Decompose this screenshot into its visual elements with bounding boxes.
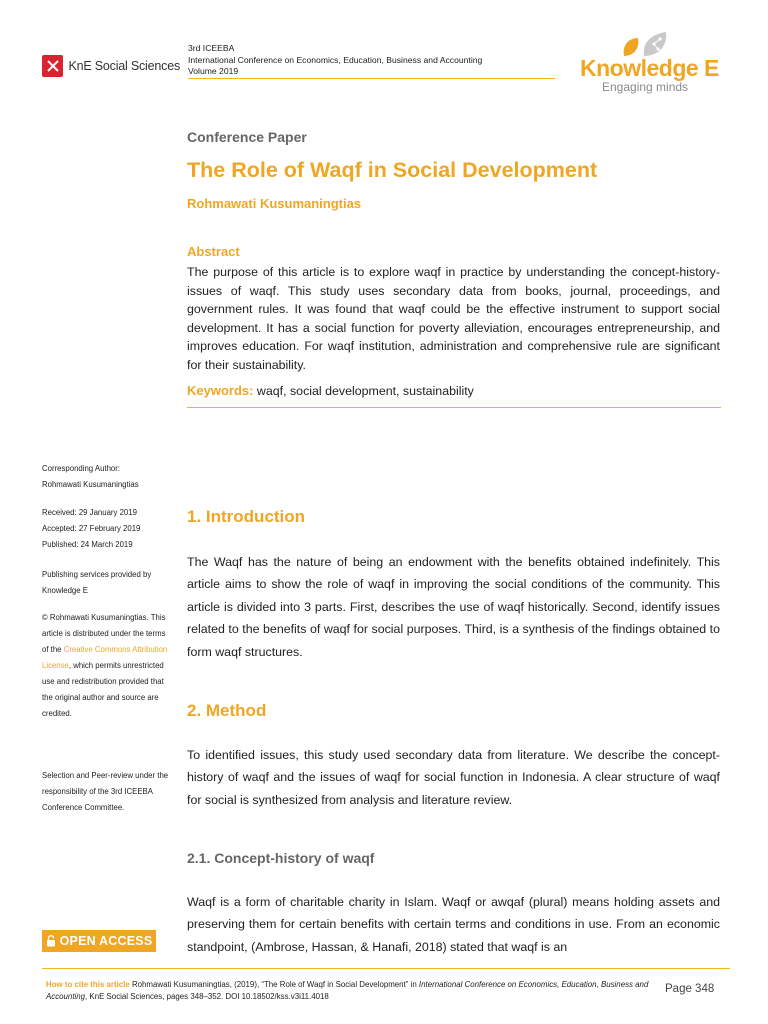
footer-divider (42, 968, 730, 969)
copyright-text-end: , which permits unrestricted use and redistribution provided that the original author and source are credited. (42, 661, 164, 718)
published-date: Published: 24 March 2019 (42, 540, 133, 549)
subsection-text: Waqf is a form of charitable charity in Islam. Waqf or awqaf (plural) means holding assets and preserving them for certain benefits with certain terms and conditions in use. From an economic standpoint, (Ambrose, Hassan, & Hanafi, 2018) stated that waqf is an (187, 895, 720, 954)
citation (46, 979, 662, 1002)
conference-volume: Volume 2019 (188, 66, 239, 76)
keywords-divider (187, 407, 721, 408)
keywords (187, 383, 474, 398)
citation-details: , KnE Social Sciences, pages 348–352. DOI 10.18502/kss.v3i11.4018 (85, 991, 329, 1001)
method-heading: 2. Method (187, 701, 267, 720)
citation-text: Rohmawati Kusumaningtias, (2019), “The Role of Waqf in Social Development” in (129, 980, 419, 989)
citation-proceedings: International Conference on Economics, Education, Business and Accounting (46, 980, 649, 1001)
header-divider (188, 78, 555, 79)
corr-label: Corresponding Author: (42, 464, 121, 473)
keywords-list: waqf, social development, sustainability (256, 384, 474, 398)
kne-logo (42, 53, 180, 79)
subsection-heading: 2.1. Concept-history of waqf (187, 850, 375, 866)
conference-acronym: 3rd ICEEBA (188, 43, 235, 53)
corr-name: Rohmawati Kusumaningtias (42, 480, 139, 489)
kne-logo-text: KnE Social Sciences (68, 59, 180, 73)
publishing-services: Publishing services provided by Knowledge E (42, 570, 152, 595)
citation-label: How to cite this article (46, 980, 130, 989)
abstract-heading: Abstract (187, 244, 240, 259)
open-access-label: OPEN ACCESS (59, 934, 153, 948)
brand-tagline: Engaging minds (602, 80, 689, 94)
page-number: Page 348 (665, 983, 715, 995)
conference-name: International Conference on Economics, Education, Business and Accounting (188, 54, 483, 65)
corresponding-author (42, 461, 174, 493)
lock-icon (46, 935, 56, 947)
copyright-icon: © (42, 613, 48, 622)
copyright-text: Rohmawati Kusumaningtias. This article is distributed under the terms of the (42, 613, 166, 654)
authors: Rohmawati Kusumaningtias (187, 196, 362, 211)
introduction-heading: 1. Introduction (187, 507, 306, 526)
license-link[interactable]: Creative Commons Attribution License (42, 645, 168, 670)
dates (42, 505, 174, 553)
conference-info (188, 43, 482, 78)
accepted-date: Accepted: 27 February 2019 (42, 524, 141, 533)
paper-type: Conference Paper (187, 129, 307, 145)
copyright-notice (42, 610, 174, 722)
brand-name: Knowledge E (580, 55, 719, 81)
keywords-label: Keywords: (187, 383, 254, 398)
knowledge-e-logo (576, 28, 726, 98)
open-access-badge (42, 930, 156, 952)
method-text: To identified issues, this study used secondary data from literature. We describe the concept-history of waqf and the issues of waqf for social function in Indonesia. A clear structure of waqf for social is synthesized from analysis and literature review. (187, 748, 720, 807)
kne-logo-icon (42, 55, 63, 77)
abstract-text: The purpose of this article is to explore waqf in practice by understanding the concept-history-issues of waqf. This study uses secondary data from books, journal, proceedings, and government rules. It was found that waqf could be the effective instrument to support social development. It has a social function for poverty alleviation, encourages entrepreneurship, and improves education. For waqf institution, administration and comprehensive rule are significant for their sustainability. (187, 265, 720, 372)
paper-title: The Role of Waqf in Social Development (187, 158, 598, 182)
peer-review-note: Selection and Peer-review under the responsibility of the 3rd ICEEBA Conference Committee. (42, 771, 169, 812)
received-date: Received: 29 January 2019 (42, 508, 137, 517)
introduction-text: The Waqf has the nature of being an endowment with the benefits obtained indefinitely. This article aims to show the role of waqf in improving the social conditions of the community. This article is divided into 3 parts. First, describes the use of waqf historically. Second, identify issues related to the benefits of waqf for social purposes. Third, is a synthesis of the findings obtained to form waqf structures. (187, 555, 720, 659)
